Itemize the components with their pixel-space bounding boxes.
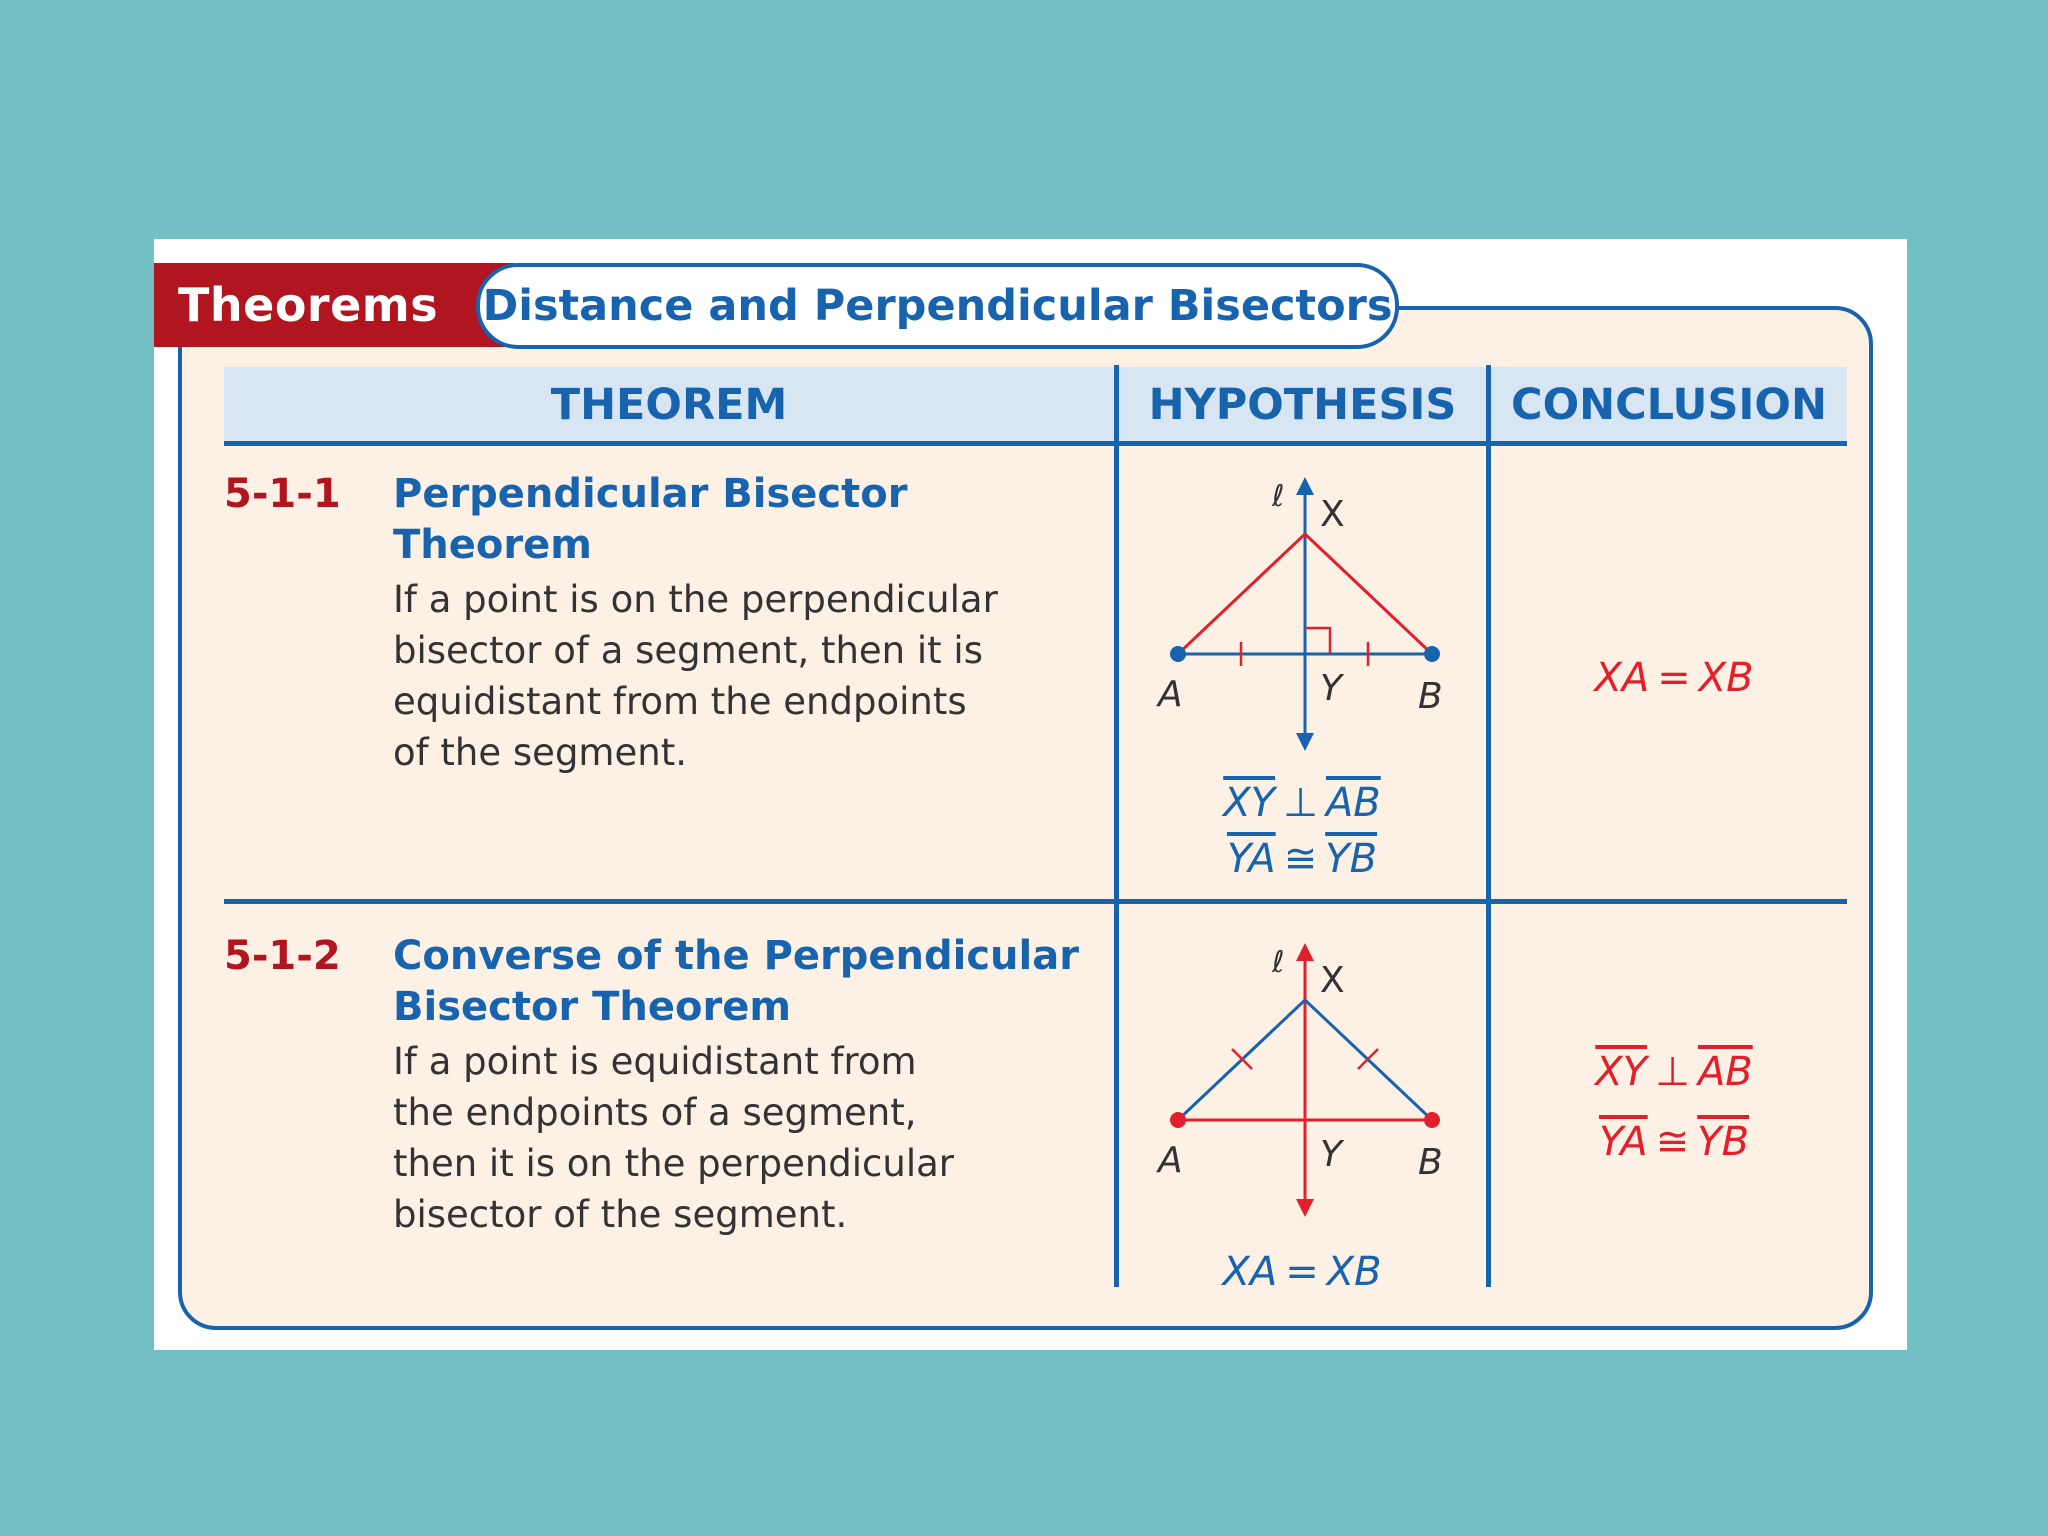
header-rule: [224, 441, 1847, 446]
column-header-theorem-label: THEOREM: [550, 380, 788, 430]
hypothesis-5-1-1: [1119, 775, 1485, 887]
diagram-5-1-2: [1140, 936, 1460, 1226]
point-a: [1170, 646, 1186, 662]
statement-line: bisector of the segment.: [393, 1193, 848, 1236]
conclusion-line: [1491, 1107, 1857, 1177]
theorems-badge-label: Theorems: [178, 278, 439, 332]
theorems-badge: [154, 263, 514, 347]
segment-xy: $\overline{XY}$: [1595, 1049, 1648, 1095]
statement-line: the endpoints of a segment,: [393, 1091, 917, 1134]
theorem-number: 5-1-1: [224, 471, 341, 517]
label-l: ℓ: [1272, 479, 1285, 514]
congruent-symbol: ≅: [1283, 836, 1318, 882]
section-title: Distance and Perpendicular Bisectors: [482, 281, 1393, 331]
label-y: Y: [1320, 668, 1342, 709]
perpendicular-symbol: ⊥: [1283, 780, 1318, 826]
statement-line: then it is on the perpendicular: [393, 1142, 955, 1185]
conclusion-line: [1491, 1037, 1857, 1107]
column-header-hypothesis-label: HYPOTHESIS: [1148, 380, 1457, 430]
row-divider: [224, 899, 1847, 904]
hypothesis-5-1-2: [1119, 1244, 1485, 1300]
segment-xy: $\overline{XY}$: [1223, 780, 1276, 826]
congruent-symbol: ≅: [1655, 1119, 1690, 1165]
segment-ya: $\overline{YA}$: [1226, 836, 1276, 882]
label-b: B: [1418, 1142, 1443, 1183]
distance-xb: XB: [1698, 655, 1754, 701]
statement-line: equidistant from the endpoints: [393, 680, 967, 723]
statement-line: If a point is on the perpendicular: [393, 578, 998, 621]
column-header-conclusion-label: CONCLUSION: [1511, 380, 1827, 430]
segment-ab: $\overline{AB}$: [1697, 1049, 1753, 1095]
point-b: [1424, 1112, 1440, 1128]
theorem-statement: [393, 1036, 954, 1240]
conclusion-5-1-1: [1491, 650, 1857, 706]
diagram-5-1-1: [1140, 470, 1460, 760]
segment-yb: $\overline{YB}$: [1697, 1119, 1750, 1165]
point-b: [1424, 646, 1440, 662]
label-b: B: [1418, 676, 1443, 717]
label-x: X: [1320, 960, 1345, 1001]
section-title-tab: [476, 263, 1399, 349]
equals-symbol: =: [1285, 1249, 1319, 1295]
theorem-number: 5-1-2: [224, 933, 341, 979]
perpendicular-symbol: ⊥: [1655, 1049, 1690, 1095]
hypothesis-line: [1119, 831, 1485, 887]
label-x: X: [1320, 494, 1345, 535]
point-a: [1170, 1112, 1186, 1128]
statement-line: of the segment.: [393, 731, 687, 774]
theorem-title-line1: Converse of the Perpendicular: [393, 933, 1079, 979]
theorem-title-line2: Bisector Theorem: [393, 984, 792, 1030]
statement-line: bisector of a segment, then it is: [393, 629, 983, 672]
distance-xb: XB: [1326, 1249, 1382, 1295]
label-y: Y: [1320, 1134, 1342, 1175]
segment-ab: $\overline{AB}$: [1325, 780, 1381, 826]
statement-line: If a point is equidistant from: [393, 1040, 917, 1083]
segment-ya: $\overline{YA}$: [1598, 1119, 1648, 1165]
label-a: A: [1158, 1140, 1183, 1181]
column-header-hypothesis: [1119, 367, 1486, 443]
hypothesis-line: [1119, 775, 1485, 831]
theorem-statement: [393, 574, 998, 778]
column-header-theorem: [224, 367, 1114, 443]
distance-xa: XA: [1594, 655, 1650, 701]
label-l: ℓ: [1272, 945, 1285, 980]
column-header-conclusion: [1491, 367, 1847, 443]
theorem-title-line1: Perpendicular Bisector: [393, 471, 908, 517]
label-a: A: [1158, 674, 1183, 715]
conclusion-5-1-2: [1491, 1037, 1857, 1177]
segment-yb: $\overline{YB}$: [1325, 836, 1378, 882]
theorem-title-line2: Theorem: [393, 522, 592, 568]
equals-symbol: =: [1657, 655, 1691, 701]
distance-xa: XA: [1222, 1249, 1278, 1295]
